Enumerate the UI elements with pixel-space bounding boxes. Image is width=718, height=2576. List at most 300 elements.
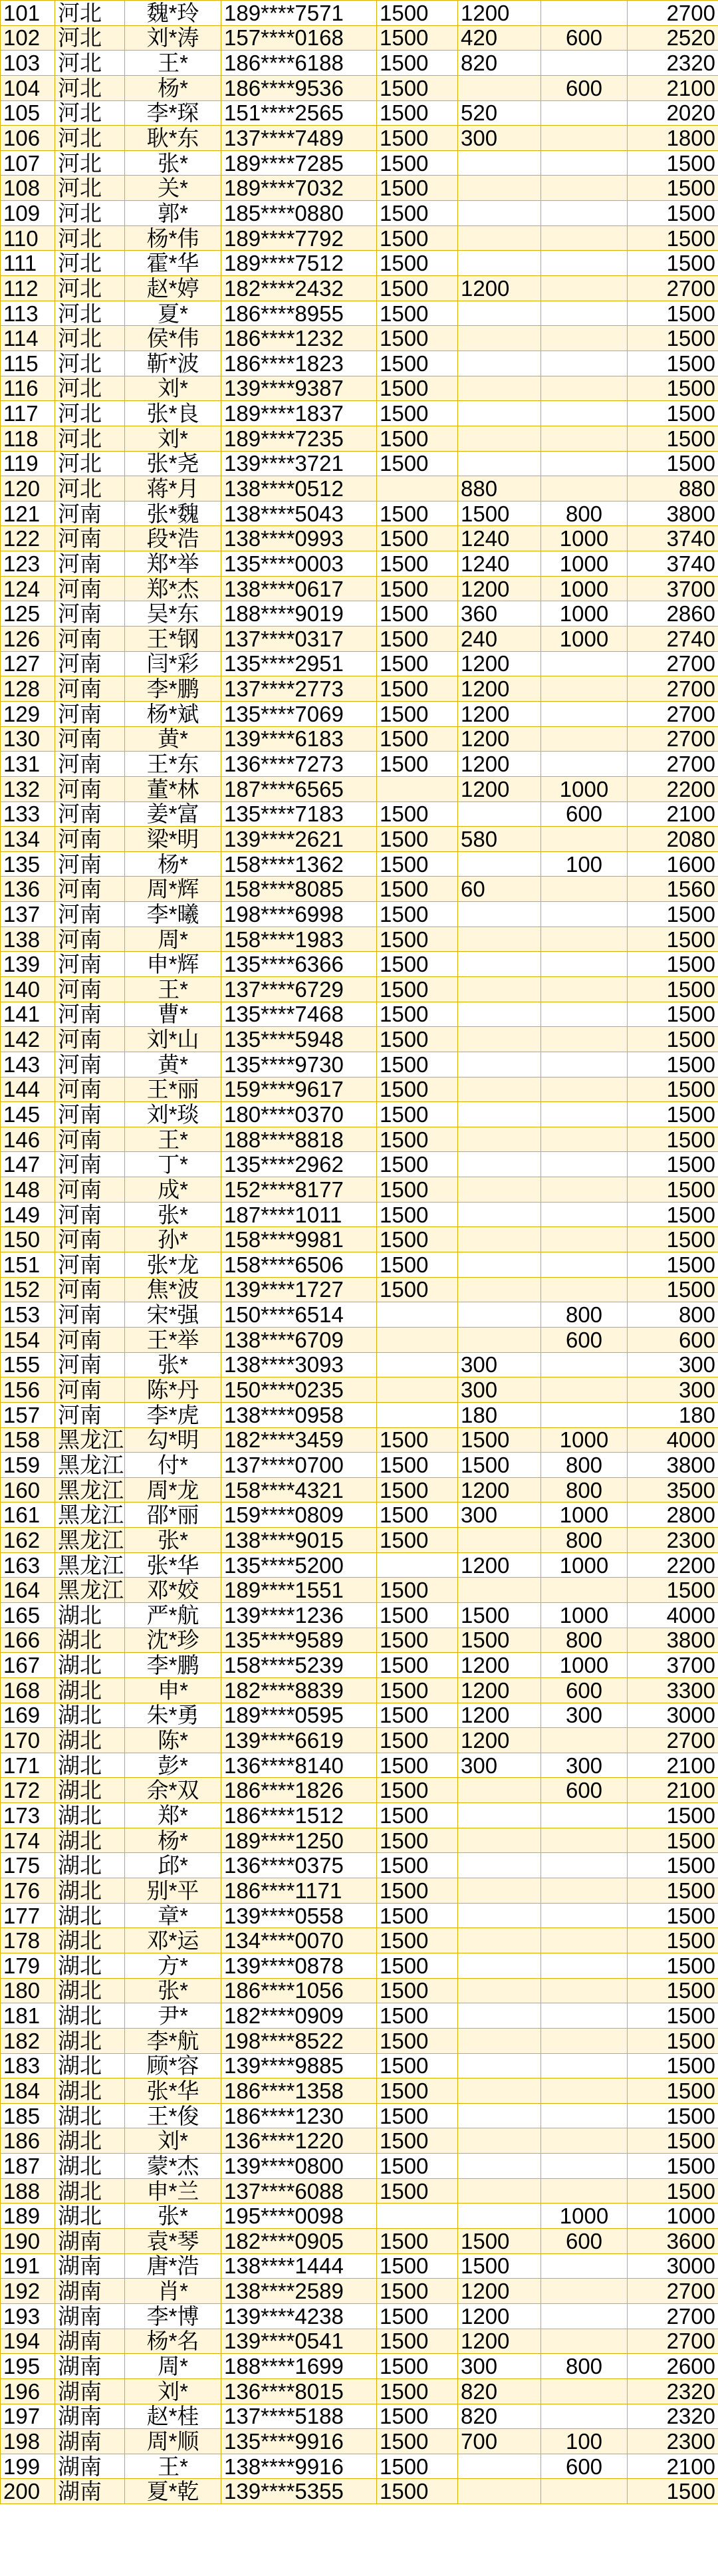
amount-c-cell [541, 476, 628, 501]
name-cell: 朱*勇 [125, 1703, 221, 1728]
table-row [1, 51, 718, 76]
amount-c-cell [541, 2303, 628, 2329]
amount-a-cell: 1500 [377, 2028, 458, 2053]
table-row [1, 426, 718, 451]
row-index-cell: 143 [1, 1052, 55, 1077]
phone-cell: 188****8818 [221, 1127, 377, 1152]
total-cell: 180 [628, 1402, 718, 1427]
total-cell: 2300 [628, 2429, 718, 2454]
name-cell: 张*龙 [125, 1252, 221, 1278]
table-body [1, 1, 718, 2504]
name-cell: 张*良 [125, 401, 221, 426]
amount-a-cell: 1500 [377, 2178, 458, 2204]
amount-b-cell [458, 1077, 541, 1102]
row-index-cell: 144 [1, 1077, 55, 1102]
row-index-cell: 188 [1, 2178, 55, 2204]
amount-c-cell: 300 [541, 1703, 628, 1728]
phone-cell: 188****1699 [221, 2354, 377, 2379]
amount-a-cell: 1500 [377, 2378, 458, 2404]
amount-b-cell [458, 1202, 541, 1227]
phone-cell: 137****7489 [221, 126, 377, 151]
amount-c-cell [541, 1, 628, 26]
amount-a-cell: 1500 [377, 100, 458, 126]
table-row [1, 1978, 718, 2003]
province-cell: 湖北 [55, 1753, 125, 1778]
total-cell: 2700 [628, 1728, 718, 1753]
province-cell: 黑龙江 [55, 1427, 125, 1453]
amount-b-cell [458, 2154, 541, 2179]
table-row [1, 251, 718, 276]
total-cell: 1500 [628, 1803, 718, 1828]
province-cell: 河南 [55, 902, 125, 927]
name-cell: 耿*东 [125, 126, 221, 151]
table-row [1, 1953, 718, 1978]
phone-cell: 189****7235 [221, 426, 377, 451]
total-cell: 1500 [628, 1102, 718, 1127]
phone-cell: 187****1011 [221, 1202, 377, 1227]
province-cell: 河北 [55, 126, 125, 151]
row-index-cell: 166 [1, 1628, 55, 1653]
table-row [1, 1402, 718, 1427]
province-cell: 湖北 [55, 2128, 125, 2154]
province-cell: 黑龙江 [55, 1552, 125, 1578]
row-index-cell: 139 [1, 952, 55, 977]
name-cell: 丁* [125, 1152, 221, 1177]
row-index-cell: 146 [1, 1127, 55, 1152]
phone-cell: 182****8839 [221, 1677, 377, 1703]
amount-b-cell: 520 [458, 100, 541, 126]
row-index-cell: 184 [1, 2078, 55, 2104]
amount-b-cell: 300 [458, 2354, 541, 2379]
row-index-cell: 148 [1, 1177, 55, 1203]
row-index-cell: 138 [1, 927, 55, 952]
amount-c-cell [541, 752, 628, 777]
table-row [1, 1002, 718, 1027]
amount-a-cell: 1500 [377, 2154, 458, 2179]
phone-cell: 151****2565 [221, 100, 377, 126]
table-row [1, 2028, 718, 2053]
name-cell: 焦*波 [125, 1277, 221, 1302]
row-index-cell: 178 [1, 1928, 55, 1953]
total-cell: 2320 [628, 51, 718, 76]
name-cell: 周*龙 [125, 1477, 221, 1503]
amount-b-cell: 1200 [458, 2303, 541, 2329]
phone-cell: 136****8015 [221, 2378, 377, 2404]
name-cell: 章* [125, 1903, 221, 1928]
name-cell: 李*琛 [125, 100, 221, 126]
amount-a-cell: 1500 [377, 1503, 458, 1528]
name-cell: 严*航 [125, 1603, 221, 1628]
row-index-cell: 153 [1, 1302, 55, 1328]
row-index-cell: 157 [1, 1402, 55, 1427]
table-row [1, 2479, 718, 2504]
amount-b-cell [458, 176, 541, 201]
amount-b-cell: 880 [458, 476, 541, 501]
name-cell: 王* [125, 976, 221, 1002]
province-cell: 河南 [55, 627, 125, 652]
amount-b-cell [458, 201, 541, 226]
amount-a-cell: 1500 [377, 2253, 458, 2279]
amount-c-cell [541, 676, 628, 702]
phone-cell: 135****6366 [221, 952, 377, 977]
phone-cell: 137****0700 [221, 1453, 377, 1478]
total-cell: 3700 [628, 576, 718, 601]
province-cell: 湖北 [55, 1603, 125, 1628]
phone-cell: 186****1823 [221, 351, 377, 376]
total-cell: 2200 [628, 1552, 718, 1578]
phone-cell: 187****6565 [221, 776, 377, 801]
row-index-cell: 111 [1, 251, 55, 276]
row-index-cell: 112 [1, 276, 55, 301]
amount-c-cell: 1000 [541, 1653, 628, 1678]
table-row [1, 976, 718, 1002]
amount-c-cell [541, 126, 628, 151]
amount-a-cell: 1500 [377, 2354, 458, 2379]
row-index-cell: 125 [1, 601, 55, 627]
row-index-cell: 129 [1, 701, 55, 726]
table-row [1, 2128, 718, 2154]
amount-c-cell [541, 701, 628, 726]
row-index-cell: 156 [1, 1377, 55, 1403]
amount-c-cell: 1000 [541, 1603, 628, 1628]
province-cell: 河北 [55, 100, 125, 126]
amount-c-cell: 100 [541, 2429, 628, 2454]
province-cell: 湖北 [55, 2053, 125, 2078]
phone-cell: 138****5043 [221, 501, 377, 526]
name-cell: 吴*东 [125, 601, 221, 627]
row-index-cell: 117 [1, 401, 55, 426]
table-row [1, 351, 718, 376]
row-index-cell: 149 [1, 1202, 55, 1227]
phone-cell: 159****9617 [221, 1077, 377, 1102]
total-cell: 2700 [628, 1, 718, 26]
name-cell: 杨* [125, 1828, 221, 1853]
table-row [1, 1277, 718, 1302]
name-cell: 张* [125, 1202, 221, 1227]
phone-cell: 139****0558 [221, 1903, 377, 1928]
total-cell: 1500 [628, 1853, 718, 1878]
phone-cell: 135****5948 [221, 1027, 377, 1052]
name-cell: 余*双 [125, 1778, 221, 1803]
amount-b-cell: 1500 [458, 2253, 541, 2279]
amount-b-cell [458, 1027, 541, 1052]
total-cell: 1500 [628, 376, 718, 401]
amount-a-cell: 1500 [377, 501, 458, 526]
amount-a-cell: 1500 [377, 1603, 458, 1628]
table-row [1, 201, 718, 226]
province-cell: 河南 [55, 576, 125, 601]
province-cell: 河南 [55, 1152, 125, 1177]
phone-cell: 138****6709 [221, 1327, 377, 1352]
name-cell: 梁*明 [125, 827, 221, 852]
row-index-cell: 165 [1, 1603, 55, 1628]
province-cell: 湖北 [55, 2003, 125, 2029]
row-index-cell: 185 [1, 2103, 55, 2128]
amount-a-cell: 1500 [377, 1027, 458, 1052]
total-cell: 1500 [628, 1202, 718, 1227]
name-cell: 赵*桂 [125, 2404, 221, 2429]
amount-c-cell [541, 927, 628, 952]
row-index-cell: 186 [1, 2128, 55, 2154]
name-cell: 邓*姣 [125, 1578, 221, 1603]
amount-b-cell [458, 1327, 541, 1352]
province-cell: 河南 [55, 1377, 125, 1403]
row-index-cell: 190 [1, 2229, 55, 2254]
row-index-cell: 155 [1, 1352, 55, 1377]
amount-c-cell [541, 1578, 628, 1603]
row-index-cell: 152 [1, 1277, 55, 1302]
name-cell: 陈* [125, 1728, 221, 1753]
province-cell: 湖北 [55, 1878, 125, 1904]
table-row [1, 1052, 718, 1077]
name-cell: 刘* [125, 426, 221, 451]
table-row [1, 126, 718, 151]
name-cell: 李*虎 [125, 1402, 221, 1427]
amount-c-cell: 800 [541, 1628, 628, 1653]
province-cell: 河南 [55, 501, 125, 526]
total-cell: 1500 [628, 301, 718, 326]
phone-cell: 186****6188 [221, 51, 377, 76]
phone-cell: 138****9916 [221, 2454, 377, 2479]
amount-c-cell [541, 2053, 628, 2078]
table-row [1, 1603, 718, 1628]
name-cell: 杨*名 [125, 2329, 221, 2354]
phone-cell: 186****1232 [221, 326, 377, 351]
name-cell: 申* [125, 1677, 221, 1703]
amount-a-cell: 1500 [377, 2454, 458, 2479]
phone-cell: 186****1512 [221, 1803, 377, 1828]
amount-b-cell [458, 976, 541, 1002]
name-cell: 李*鹏 [125, 676, 221, 702]
phone-cell: 138****2589 [221, 2279, 377, 2304]
phone-cell: 138****0958 [221, 1402, 377, 1427]
row-index-cell: 145 [1, 1102, 55, 1127]
province-cell: 河北 [55, 201, 125, 226]
table-row [1, 1928, 718, 1953]
phone-cell: 186****9536 [221, 75, 377, 100]
amount-b-cell [458, 1227, 541, 1252]
row-index-cell: 198 [1, 2429, 55, 2454]
total-cell: 1500 [628, 401, 718, 426]
total-cell: 1500 [628, 1177, 718, 1203]
row-index-cell: 104 [1, 75, 55, 100]
amount-c-cell: 600 [541, 2454, 628, 2479]
phone-cell: 139****2621 [221, 827, 377, 852]
table-row [1, 1302, 718, 1328]
row-index-cell: 136 [1, 877, 55, 902]
province-cell: 河北 [55, 1, 125, 26]
table-row [1, 2429, 718, 2454]
name-cell: 夏* [125, 301, 221, 326]
name-cell: 方* [125, 1953, 221, 1978]
amount-a-cell: 1500 [377, 701, 458, 726]
phone-cell: 182****0905 [221, 2229, 377, 2254]
table-row [1, 2253, 718, 2279]
province-cell: 河北 [55, 276, 125, 301]
table-row [1, 2404, 718, 2429]
phone-cell: 139****3721 [221, 451, 377, 476]
name-cell: 王*举 [125, 1327, 221, 1352]
province-cell: 黑龙江 [55, 1503, 125, 1528]
amount-a-cell [377, 476, 458, 501]
amount-a-cell: 1500 [377, 752, 458, 777]
table-row [1, 576, 718, 601]
amount-b-cell: 820 [458, 2378, 541, 2404]
total-cell: 2700 [628, 676, 718, 702]
total-cell: 2100 [628, 801, 718, 827]
province-cell: 黑龙江 [55, 1477, 125, 1503]
total-cell: 2320 [628, 2378, 718, 2404]
name-cell: 李*鹏 [125, 1653, 221, 1678]
name-cell: 李*航 [125, 2028, 221, 2053]
phone-cell: 136****8140 [221, 1753, 377, 1778]
table-row [1, 1653, 718, 1678]
amount-b-cell [458, 2028, 541, 2053]
province-cell: 河北 [55, 25, 125, 51]
province-cell: 湖北 [55, 1903, 125, 1928]
amount-c-cell [541, 2003, 628, 2029]
province-cell: 河南 [55, 1327, 125, 1352]
phone-cell: 186****1171 [221, 1878, 377, 1904]
amount-a-cell: 1500 [377, 401, 458, 426]
amount-c-cell [541, 2078, 628, 2104]
total-cell: 300 [628, 1352, 718, 1377]
table-row [1, 701, 718, 726]
total-cell: 1600 [628, 851, 718, 877]
phone-cell: 135****7069 [221, 701, 377, 726]
row-index-cell: 187 [1, 2154, 55, 2179]
phone-cell: 189****1250 [221, 1828, 377, 1853]
phone-cell: 137****6729 [221, 976, 377, 1002]
province-cell: 河南 [55, 651, 125, 676]
amount-b-cell: 1200 [458, 726, 541, 752]
name-cell: 彭* [125, 1753, 221, 1778]
table-row [1, 1728, 718, 1753]
total-cell: 1500 [628, 176, 718, 201]
name-cell: 刘*山 [125, 1027, 221, 1052]
amount-a-cell: 1500 [377, 1528, 458, 1553]
province-cell: 黑龙江 [55, 1528, 125, 1553]
amount-c-cell [541, 1102, 628, 1127]
amount-b-cell: 420 [458, 25, 541, 51]
province-cell: 河北 [55, 451, 125, 476]
amount-a-cell: 1500 [377, 276, 458, 301]
row-index-cell: 159 [1, 1453, 55, 1478]
total-cell: 3000 [628, 2253, 718, 2279]
phone-cell: 139****6619 [221, 1728, 377, 1753]
amount-b-cell: 240 [458, 627, 541, 652]
name-cell: 杨*伟 [125, 225, 221, 251]
province-cell: 河南 [55, 726, 125, 752]
row-index-cell: 128 [1, 676, 55, 702]
province-cell: 湖南 [55, 2253, 125, 2279]
phone-cell: 189****7512 [221, 251, 377, 276]
name-cell: 黄* [125, 726, 221, 752]
amount-b-cell: 180 [458, 1402, 541, 1427]
phone-cell: 150****0235 [221, 1377, 377, 1403]
row-index-cell: 160 [1, 1477, 55, 1503]
phone-cell: 152****8177 [221, 1177, 377, 1203]
phone-cell: 158****8085 [221, 877, 377, 902]
total-cell: 1500 [628, 1002, 718, 1027]
row-index-cell: 177 [1, 1903, 55, 1928]
amount-b-cell: 820 [458, 2404, 541, 2429]
amount-b-cell [458, 150, 541, 176]
name-cell: 王*钢 [125, 627, 221, 652]
name-cell: 黄* [125, 1052, 221, 1077]
amount-a-cell: 1500 [377, 2078, 458, 2104]
table-row [1, 752, 718, 777]
amount-c-cell [541, 326, 628, 351]
amount-a-cell: 1500 [377, 1202, 458, 1227]
amount-c-cell [541, 2253, 628, 2279]
row-index-cell: 113 [1, 301, 55, 326]
amount-c-cell: 800 [541, 1453, 628, 1478]
total-cell: 2700 [628, 651, 718, 676]
amount-a-cell: 1500 [377, 2128, 458, 2154]
total-cell: 3700 [628, 1653, 718, 1678]
phone-cell: 138****0617 [221, 576, 377, 601]
amount-c-cell: 1000 [541, 627, 628, 652]
table-row [1, 2454, 718, 2479]
name-cell: 肖* [125, 2279, 221, 2304]
amount-a-cell: 1500 [377, 1778, 458, 1803]
table-row [1, 1027, 718, 1052]
name-cell: 王* [125, 51, 221, 76]
amount-b-cell [458, 1052, 541, 1077]
amount-b-cell [458, 1002, 541, 1027]
total-cell: 1500 [628, 1903, 718, 1928]
amount-b-cell: 1200 [458, 1653, 541, 1678]
table-row [1, 1177, 718, 1203]
province-cell: 河北 [55, 75, 125, 100]
name-cell: 王* [125, 1127, 221, 1152]
phone-cell: 189****7792 [221, 225, 377, 251]
province-cell: 湖北 [55, 2154, 125, 2179]
amount-a-cell: 1500 [377, 1803, 458, 1828]
amount-b-cell [458, 301, 541, 326]
name-cell: 王*东 [125, 752, 221, 777]
total-cell: 4000 [628, 1603, 718, 1628]
row-index-cell: 120 [1, 476, 55, 501]
province-cell: 河南 [55, 1352, 125, 1377]
name-cell: 尹* [125, 2003, 221, 2029]
phone-cell: 135****9916 [221, 2429, 377, 2454]
phone-cell: 182****2432 [221, 276, 377, 301]
amount-c-cell [541, 1853, 628, 1878]
row-index-cell: 172 [1, 1778, 55, 1803]
total-cell: 2100 [628, 75, 718, 100]
amount-b-cell [458, 1803, 541, 1828]
table-row [1, 1528, 718, 1553]
table-row [1, 401, 718, 426]
table-row [1, 2303, 718, 2329]
amount-c-cell [541, 426, 628, 451]
name-cell: 李*曦 [125, 902, 221, 927]
row-index-cell: 122 [1, 526, 55, 551]
amount-a-cell: 1500 [377, 726, 458, 752]
amount-a-cell: 1500 [377, 1, 458, 26]
amount-c-cell [541, 2479, 628, 2504]
phone-cell: 186****1056 [221, 1978, 377, 2003]
province-cell: 湖南 [55, 2329, 125, 2354]
name-cell: 王* [125, 2454, 221, 2479]
amount-a-cell: 1500 [377, 426, 458, 451]
phone-cell: 138****1444 [221, 2253, 377, 2279]
row-index-cell: 115 [1, 351, 55, 376]
amount-c-cell [541, 726, 628, 752]
row-index-cell: 181 [1, 2003, 55, 2029]
